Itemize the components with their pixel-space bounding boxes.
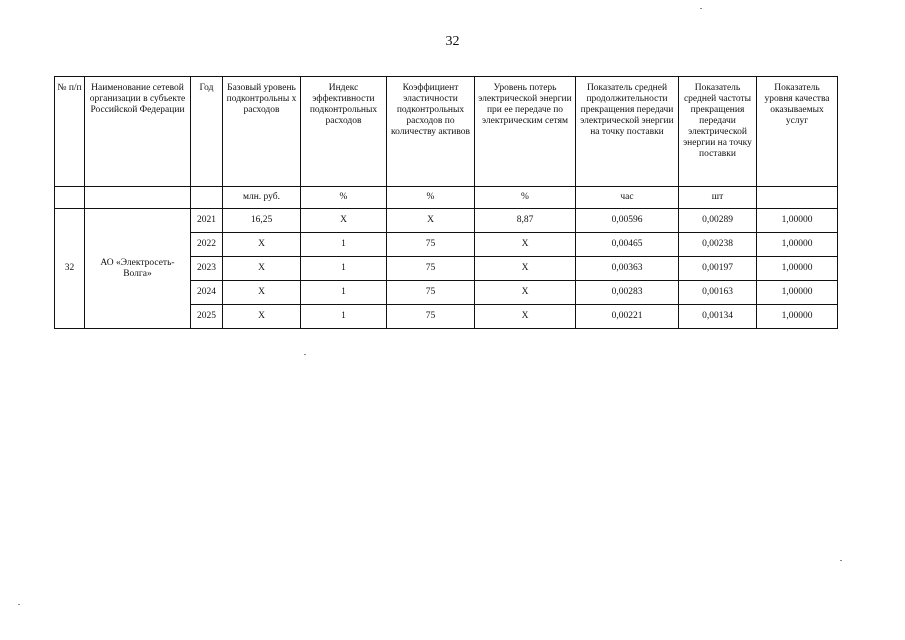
header-number: № п/п [55, 77, 85, 187]
efficiency-index-cell: X [301, 209, 387, 233]
unit-efficiency-index: % [301, 187, 387, 209]
scan-speck [304, 354, 306, 355]
indicators-table [54, 76, 838, 329]
efficiency-index-cell: 1 [301, 257, 387, 281]
scan-speck [18, 604, 20, 605]
duration-cell: 0,00221 [576, 305, 679, 329]
page-number: 32 [445, 34, 460, 49]
quality-cell: 1,00000 [757, 257, 838, 281]
unit-elasticity: % [387, 187, 475, 209]
units-row [55, 187, 838, 209]
header-losses: Уровень потерь электрической энергии при ее передаче по электрическим сетям [475, 77, 576, 187]
base-cost-cell: X [223, 281, 301, 305]
losses-cell: X [475, 233, 576, 257]
unit-cell [85, 187, 191, 209]
losses-cell: X [475, 281, 576, 305]
base-cost-cell: X [223, 257, 301, 281]
duration-cell: 0,00283 [576, 281, 679, 305]
losses-cell: X [475, 257, 576, 281]
losses-cell: 8,87 [475, 209, 576, 233]
unit-frequency: шт [679, 187, 757, 209]
elasticity-cell: 75 [387, 257, 475, 281]
header-organization: Наименование сетевой организации в субъекте Российской Федерации [85, 77, 191, 187]
header-base-cost: Базовый уровень подконтрольны х расходов [223, 77, 301, 187]
base-cost-cell: X [223, 233, 301, 257]
efficiency-index-cell: 1 [301, 305, 387, 329]
unit-duration: час [576, 187, 679, 209]
frequency-cell: 0,00197 [679, 257, 757, 281]
header-row [55, 77, 838, 187]
row-number: 32 [55, 209, 85, 329]
frequency-cell: 0,00238 [679, 233, 757, 257]
year-cell: 2024 [191, 281, 223, 305]
quality-cell: 1,00000 [757, 305, 838, 329]
header-frequency: Показатель средней частоты прекращения передачи электрической энергии на точку поставки [679, 77, 757, 187]
losses-cell: X [475, 305, 576, 329]
elasticity-cell: X [387, 209, 475, 233]
frequency-cell: 0,00134 [679, 305, 757, 329]
year-cell: 2023 [191, 257, 223, 281]
unit-base-cost: млн. руб. [223, 187, 301, 209]
duration-cell: 0,00596 [576, 209, 679, 233]
duration-cell: 0,00363 [576, 257, 679, 281]
header-year: Год [191, 77, 223, 187]
header-elasticity: Коэффициент эластичности подконтрольных расходов по количеству активов [387, 77, 475, 187]
duration-cell: 0,00465 [576, 233, 679, 257]
header-duration: Показатель средней продолжительности прекращения передачи электрической энергии на точку поставки [576, 77, 679, 187]
elasticity-cell: 75 [387, 305, 475, 329]
unit-cell [191, 187, 223, 209]
scan-speck [700, 8, 702, 9]
table-row [55, 209, 838, 233]
unit-cell [55, 187, 85, 209]
header-efficiency-index: Индекс эффективности подконтрольных расходов [301, 77, 387, 187]
header-quality: Показатель уровня качества оказываемых услуг [757, 77, 838, 187]
scan-speck [840, 560, 842, 561]
frequency-cell: 0,00289 [679, 209, 757, 233]
year-cell: 2025 [191, 305, 223, 329]
elasticity-cell: 75 [387, 233, 475, 257]
year-cell: 2022 [191, 233, 223, 257]
year-cell: 2021 [191, 209, 223, 233]
base-cost-cell: 16,25 [223, 209, 301, 233]
frequency-cell: 0,00163 [679, 281, 757, 305]
quality-cell: 1,00000 [757, 233, 838, 257]
efficiency-index-cell: 1 [301, 281, 387, 305]
unit-quality [757, 187, 838, 209]
quality-cell: 1,00000 [757, 209, 838, 233]
efficiency-index-cell: 1 [301, 233, 387, 257]
organization-name: АО «Электросеть-Волга» [85, 209, 191, 329]
unit-losses: % [475, 187, 576, 209]
quality-cell: 1,00000 [757, 281, 838, 305]
elasticity-cell: 75 [387, 281, 475, 305]
base-cost-cell: X [223, 305, 301, 329]
